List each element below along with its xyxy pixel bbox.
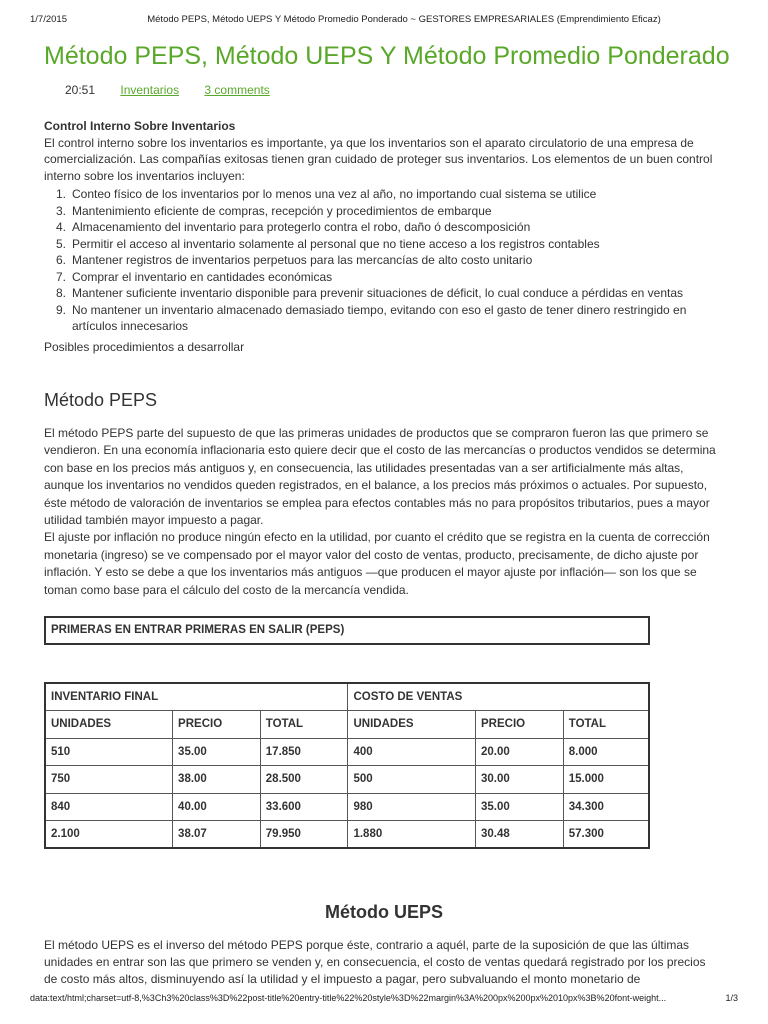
table-cell: 30.48 [476, 821, 564, 849]
peps-paragraph-2: El ajuste por inflación no produce ningún efecto en la utilidad, por cuanto el crédito que se registra en la cuenta de corrección monetaria (ingreso) se ve compensado por el mayor valor del costo de ventas, producto, precisamente, de dicho ajuste por inflación. Y esto se debe a que los inventarios más antiguos —que producen el mayor ajuste por inflación— son los que se toman como base para el cálculo del costo de la mercancía vendida. [44, 530, 710, 597]
table-row [45, 793, 649, 821]
intro-subtitle: Control Interno Sobre Inventarios [44, 119, 236, 133]
table-header-row [45, 711, 649, 739]
table-row [45, 766, 649, 794]
column-header: PRECIO [173, 711, 261, 739]
table-cell: 38.07 [173, 821, 261, 849]
ueps-paragraph: El método UEPS es el inverso del método PEPS porque éste, contrario a aquél, parte de la suposición de que las últimas unidades en entrar son las que primero se venden y, en consecuencia, el costo de ventas quedará registrado por los precios de costo más altos, disminuyendo así la utilidad y el impuesto a pagar, pero subvaluando el monto monetario de [44, 938, 706, 986]
list-number: 4. [56, 220, 67, 234]
print-date: 1/7/2015 [30, 14, 67, 25]
group-header-cost: COSTO DE VENTAS [348, 683, 649, 711]
column-header: UNIDADES [45, 711, 173, 739]
table-cell: 840 [45, 793, 173, 821]
table-cell: 35.00 [476, 793, 564, 821]
list-text: No mantener un inventario almacenado demasiado tiempo, evitando con eso el gasto de tener dinero restringido en artículos innecesarios [72, 302, 687, 333]
table-cell: 980 [348, 793, 476, 821]
list-item [44, 252, 716, 269]
ueps-heading: Método UEPS [324, 902, 443, 922]
list-item [44, 203, 716, 220]
peps-paragraph-1: El método PEPS parte del supuesto de que las primeras unidades de productos que se compraron fueron las que primero se vendieron. En una economía inflacionaria esto quiere decir que el costo de las mercancías o productos vendidos se determina con base en los precios más antiguos y, en consecuencia, las utilidades presentadas van a ser artificialmente más altas, aunque los inventarios no vendidos queden registrados, en el balance, a los precios más próximos o actuales. Por supuesto, éste método de valoración de inventarios se emplea para efectos contables más no para propósitos tributarios, pues a mayor utilidad también mayor impuesto a pagar. [44, 426, 716, 528]
group-header-inventory: INVENTARIO FINAL [45, 683, 348, 711]
comments-link[interactable]: 3 comments [204, 83, 270, 97]
column-header: TOTAL [260, 711, 348, 739]
table-cell: 750 [45, 766, 173, 794]
list-number: 3. [56, 203, 67, 218]
table-cell: 33.600 [260, 793, 348, 821]
list-text: Conteo físico de los inventarios por lo menos una vez al año, no importando cual sistema se utilice [72, 187, 597, 201]
print-page-title: Método PEPS, Método UEPS Y Método Promedio Ponderado ~ GESTORES EMPRESARIALES (Emprendimiento Eficaz) [147, 14, 661, 25]
table-cell: 20.00 [476, 738, 564, 766]
table-cell: 400 [348, 738, 476, 766]
list-item [44, 236, 716, 253]
table-cell: 40.00 [173, 793, 261, 821]
table-group-row [45, 683, 649, 711]
control-list [44, 186, 716, 335]
list-number: 9. [56, 302, 67, 317]
post-meta [65, 83, 292, 97]
peps-heading: Método PEPS [44, 390, 158, 410]
list-text: Mantener suficiente inventario disponible para prevenir situaciones de déficit, lo cual conduce a pérdidas en ventas [72, 286, 684, 300]
table-cell: 500 [348, 766, 476, 794]
page-number: 1/3 [725, 993, 738, 1003]
list-item [44, 302, 716, 335]
table-cell: 8.000 [563, 738, 649, 766]
table-cell: 35.00 [173, 738, 261, 766]
print-header [30, 14, 738, 28]
column-header: TOTAL [563, 711, 649, 739]
list-number: 5. [56, 236, 67, 251]
intro-closing: Posibles procedimientos a desarrollar [44, 339, 245, 354]
table-cell: 15.000 [563, 766, 649, 794]
list-number: 6. [56, 253, 67, 267]
table-cell: 34.300 [563, 793, 649, 821]
table-cell: 30.00 [476, 766, 564, 794]
category-link[interactable]: Inventarios [120, 83, 180, 97]
table-cell: 38.00 [173, 766, 261, 794]
list-item [44, 285, 716, 302]
table-cell: 57.300 [563, 821, 649, 849]
list-text: Permitir el acceso al inventario solamente al personal que no tiene acceso a los registros contables [72, 236, 600, 251]
list-item [44, 269, 716, 286]
table-cell: 510 [45, 738, 173, 766]
list-item [44, 186, 716, 203]
table-cell: 2.100 [45, 821, 173, 849]
list-number: 1. [56, 187, 67, 201]
list-text: Comprar el inventario en cantidades económicas [72, 269, 333, 284]
list-item [44, 219, 716, 236]
table-cell: 17.850 [260, 738, 348, 766]
list-number: 7. [56, 269, 67, 284]
ueps-section [44, 937, 716, 988]
table-cell: 79.950 [260, 821, 348, 849]
list-number: 8. [56, 286, 67, 300]
list-text: Mantenimiento eficiente de compras, recepción y procedimientos de embarque [72, 203, 492, 218]
intro-section [44, 118, 716, 355]
table-row [45, 821, 649, 849]
print-url: data:text/html;charset=utf-8,%3Ch3%20class%3D%22post-title%20entry-title%22%20style%3D%22margin%3A%200px%200px%2010px%3B%20font-weight... [30, 993, 667, 1003]
intro-paragraph: El control interno sobre los inventarios es importante, ya que los inventarios son el aparato circulatorio de una empresa de comercialización. Las compañías exitosas tienen gran cuidado de proteger sus inventarios. Los elementos de un buen control interno sobre los inventarios incluyen: [44, 135, 713, 183]
table-cell: 1.880 [348, 821, 476, 849]
table-cell: 28.500 [260, 766, 348, 794]
peps-section [44, 425, 716, 599]
post-time: 20:51 [65, 83, 96, 97]
table-row [45, 738, 649, 766]
peps-title-box: PRIMERAS EN ENTRAR PRIMERAS EN SALIR (PEPS) [44, 616, 650, 645]
peps-table [44, 682, 650, 849]
column-header: UNIDADES [348, 711, 476, 739]
list-text: Almacenamiento del inventario para protegerlo contra el robo, daño ó descomposición [72, 220, 531, 234]
list-text: Mantener registros de inventarios perpetuos para las mercancías de alto costo unitario [72, 253, 533, 267]
column-header: PRECIO [476, 711, 564, 739]
post-title: Método PEPS, Método UEPS Y Método Promedio Ponderado [44, 42, 730, 70]
